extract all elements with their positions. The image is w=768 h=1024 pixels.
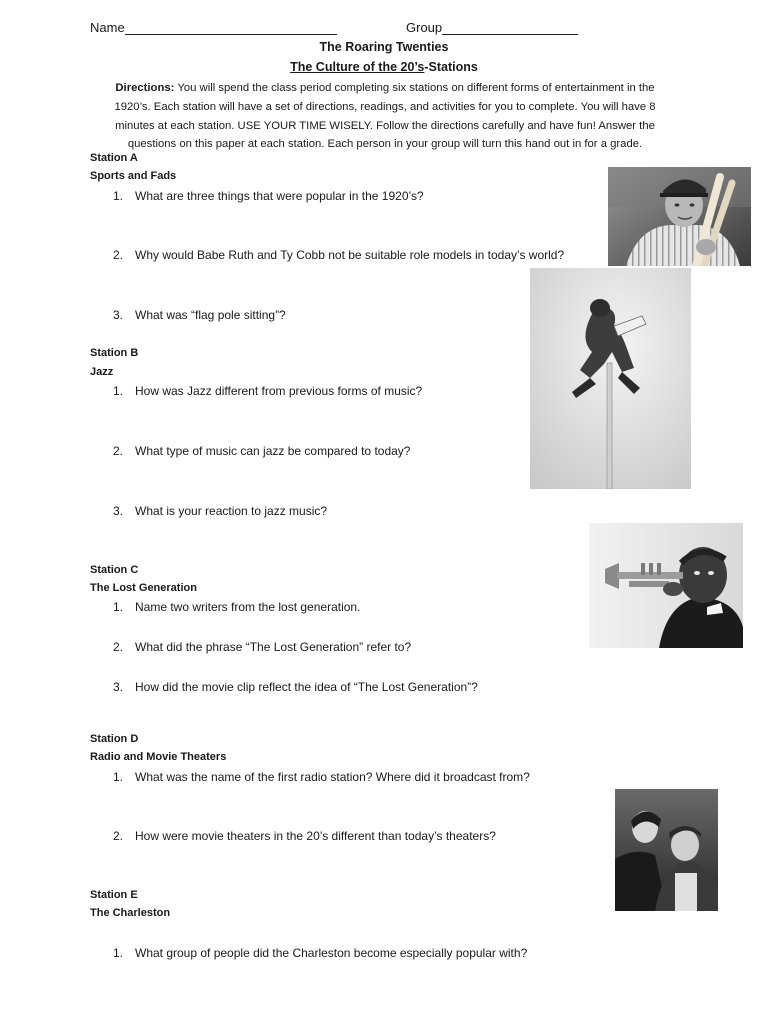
question-c1 — [113, 600, 360, 614]
question-number: 1. — [113, 770, 124, 784]
question-text: What group of people did the Charleston become especially popular with? — [135, 946, 528, 960]
name-field[interactable] — [90, 20, 337, 35]
question-number: 1. — [113, 189, 124, 203]
directions-text: You will spend the class period completing six stations on different forms of entertainment in the 1920’s. Each station will have a set of directions, readings, and activities for you to complete. You will have 8 minutes at each station. USE YOUR TIME WISELY. Follow the directions carefully and have fun! Answer the questions on this paper at each station. Each person in your group will turn this hand out in for a grade. — [114, 82, 656, 151]
name-line[interactable] — [125, 20, 337, 35]
question-text: How were movie theaters in the 20’s different than today’s theaters? — [135, 829, 496, 843]
question-number: 2. — [113, 444, 124, 458]
station-e-topic: The Charleston — [90, 907, 171, 919]
baseball-player-photo — [608, 167, 751, 266]
question-number: 3. — [113, 680, 124, 694]
question-text: What was “flag pole sitting”? — [135, 308, 286, 322]
subtitle-underlined: The Culture of the 20’s — [290, 60, 425, 74]
question-e1 — [113, 946, 527, 960]
question-number: 3. — [113, 308, 124, 322]
group-field[interactable] — [406, 20, 578, 35]
station-e-heading: Station E — [90, 889, 138, 901]
flagpole-sitter-photo — [530, 268, 691, 489]
question-text: Why would Babe Ruth and Ty Cobb not be suitable role models in today’s world? — [135, 248, 565, 262]
group-line[interactable] — [442, 20, 578, 35]
question-text: What is your reaction to jazz music? — [135, 504, 328, 518]
question-a3 — [113, 308, 286, 322]
question-c3 — [113, 680, 478, 694]
question-number: 1. — [113, 384, 124, 398]
station-a-heading: Station A — [90, 152, 138, 164]
question-number: 2. — [113, 640, 124, 654]
question-text: What type of music can jazz be compared to today? — [135, 444, 411, 458]
station-b-topic: Jazz — [90, 366, 114, 378]
question-number: 3. — [113, 504, 124, 518]
group-label: Group — [406, 20, 443, 35]
question-text: How was Jazz different from previous forms of music? — [135, 384, 423, 398]
question-text: Name two writers from the lost generation. — [135, 600, 361, 614]
question-a1 — [113, 189, 424, 203]
station-a-topic: Sports and Fads — [90, 170, 177, 182]
directions-label: Directions: — [115, 82, 175, 94]
directions-paragraph — [100, 79, 670, 154]
question-b1 — [113, 384, 422, 398]
movie-couple-photo — [615, 789, 718, 911]
question-d1 — [113, 770, 530, 784]
question-text: What was the name of the first radio station? Where did it broadcast from? — [135, 770, 530, 784]
question-number: 2. — [113, 248, 124, 262]
question-a2 — [113, 248, 564, 262]
name-label: Name — [90, 20, 125, 35]
trumpet-player-photo — [589, 523, 743, 648]
question-text: What did the phrase “The Lost Generation” refer to? — [135, 640, 412, 654]
station-d-heading: Station D — [90, 733, 139, 745]
question-number: 1. — [113, 600, 124, 614]
page-subtitle — [0, 60, 768, 74]
question-d2 — [113, 829, 496, 843]
question-text: What are three things that were popular in the 1920’s? — [135, 189, 424, 203]
question-number: 2. — [113, 829, 124, 843]
question-b2 — [113, 444, 410, 458]
question-c2 — [113, 640, 411, 654]
question-text: How did the movie clip reflect the idea of “The Lost Generation”? — [135, 680, 478, 694]
station-c-topic: The Lost Generation — [90, 582, 197, 594]
station-c-heading: Station C — [90, 564, 139, 576]
page-title: The Roaring Twenties — [319, 40, 449, 54]
question-b3 — [113, 504, 327, 518]
question-number: 1. — [113, 946, 124, 960]
subtitle-suffix: -Stations — [424, 60, 478, 74]
station-d-topic: Radio and Movie Theaters — [90, 751, 227, 763]
station-b-heading: Station B — [90, 347, 139, 359]
